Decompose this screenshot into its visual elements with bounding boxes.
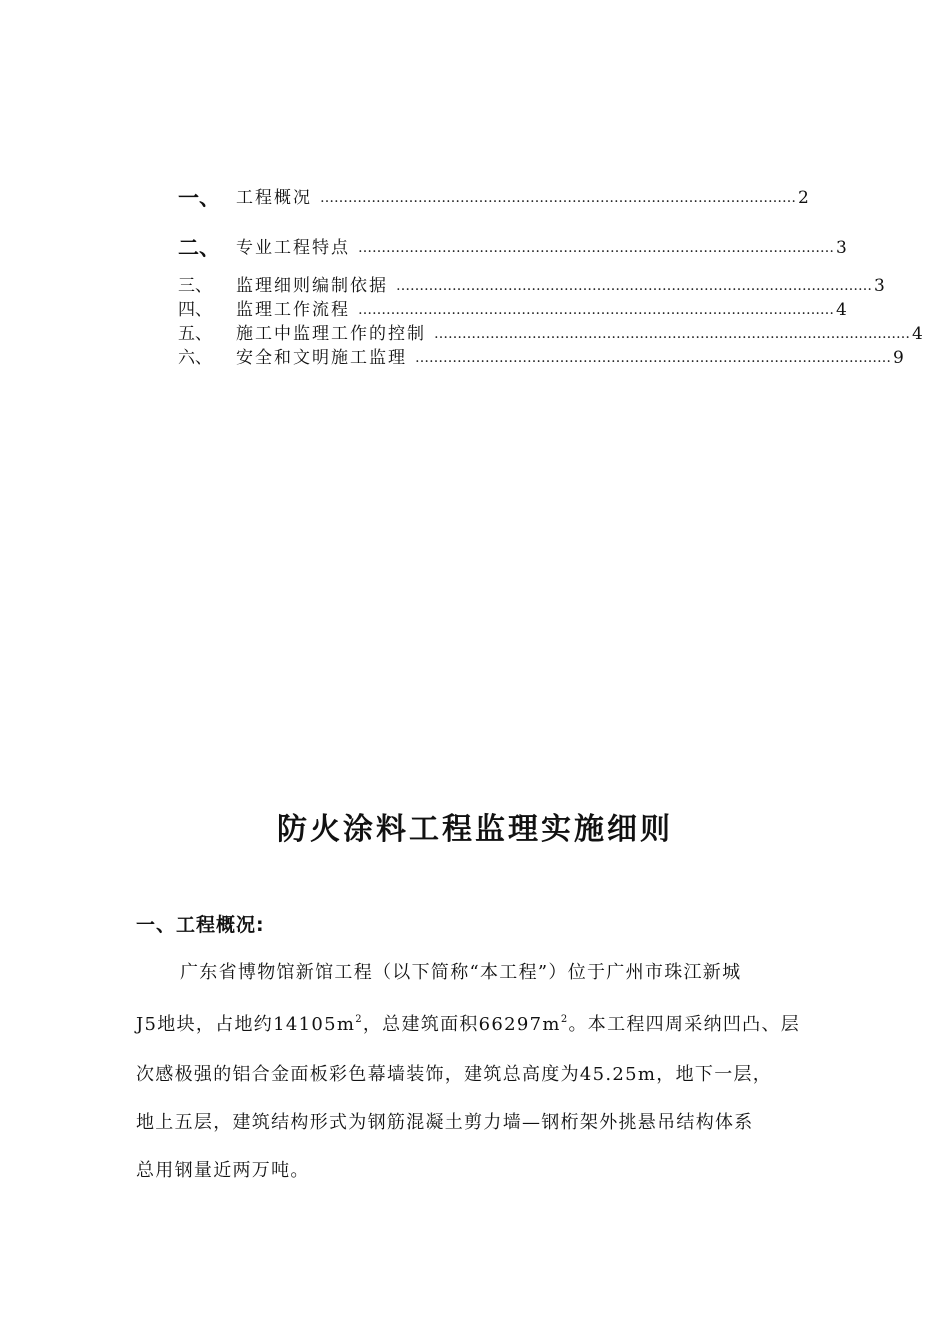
toc-leader-dots: ………………………………………………………………………………………… bbox=[415, 350, 891, 366]
toc-item-3[interactable] bbox=[178, 274, 885, 298]
toc-number: 六、 bbox=[178, 348, 212, 368]
paragraph-line: 广东省博物馆新馆工程（以下简称“本工程”）位于广州市珠江新城 bbox=[180, 962, 742, 983]
toc-title: 工程概况 bbox=[236, 188, 312, 208]
toc-leader-dots: ………………………………………………………………………………………… bbox=[358, 302, 834, 318]
toc-leader-dots: ………………………………………………………………………………………… bbox=[320, 190, 796, 206]
toc-item-1[interactable] bbox=[178, 186, 809, 210]
toc-number: 一、 bbox=[178, 186, 220, 210]
paragraph-text: ，总建筑面积66297m bbox=[362, 1014, 561, 1035]
toc-number: 三、 bbox=[178, 276, 212, 296]
superscript: 2 bbox=[355, 1014, 363, 1025]
toc-page-number: 9 bbox=[893, 348, 904, 368]
toc-page-number: 3 bbox=[874, 276, 885, 296]
toc-leader-dots: ………………………………………………………………………………………… bbox=[434, 326, 910, 342]
section-heading: 一、工程概况: bbox=[136, 914, 265, 936]
toc-item-4[interactable] bbox=[178, 298, 847, 322]
toc-item-5[interactable] bbox=[178, 322, 923, 346]
toc-page-number: 2 bbox=[798, 188, 809, 208]
toc-leader-dots: ………………………………………………………………………………………… bbox=[358, 240, 834, 256]
toc-item-6[interactable] bbox=[178, 346, 904, 370]
toc-title: 施工中监理工作的控制 bbox=[236, 324, 426, 344]
paragraph-text: 。本工程四周采纳凹凸、层 bbox=[568, 1014, 801, 1035]
toc-leader-dots: ………………………………………………………………………………………… bbox=[396, 278, 872, 294]
paragraph-line: 地上五层，建筑结构形式为钢筋混凝土剪力墙—钢桁架外挑悬吊结构体系 bbox=[136, 1112, 754, 1133]
toc-number: 二、 bbox=[178, 236, 220, 260]
toc-item-2[interactable] bbox=[178, 236, 847, 260]
toc-page-number: 4 bbox=[836, 300, 847, 320]
toc-page-number: 3 bbox=[836, 238, 847, 258]
paragraph-line: 总用钢量近两万吨。 bbox=[136, 1160, 310, 1181]
paragraph-line: 次感极强的铝合金面板彩色幕墙装饰，建筑总高度为45.25m，地下一层， bbox=[136, 1064, 773, 1085]
toc-number: 四、 bbox=[178, 300, 212, 320]
paragraph-text: J5地块，占地约14105m bbox=[136, 1014, 356, 1035]
toc-title: 监理工作流程 bbox=[236, 300, 350, 320]
toc-title: 安全和文明施工监理 bbox=[236, 348, 407, 368]
document-title: 防火涂料工程监理实施细则 bbox=[277, 812, 673, 847]
paragraph-line bbox=[136, 1012, 856, 1038]
toc-title: 监理细则编制依据 bbox=[236, 276, 388, 296]
superscript: 2 bbox=[560, 1014, 569, 1025]
toc-title: 专业工程特点 bbox=[236, 238, 350, 258]
toc-page-number: 4 bbox=[912, 324, 923, 344]
toc-number: 五、 bbox=[178, 324, 212, 344]
